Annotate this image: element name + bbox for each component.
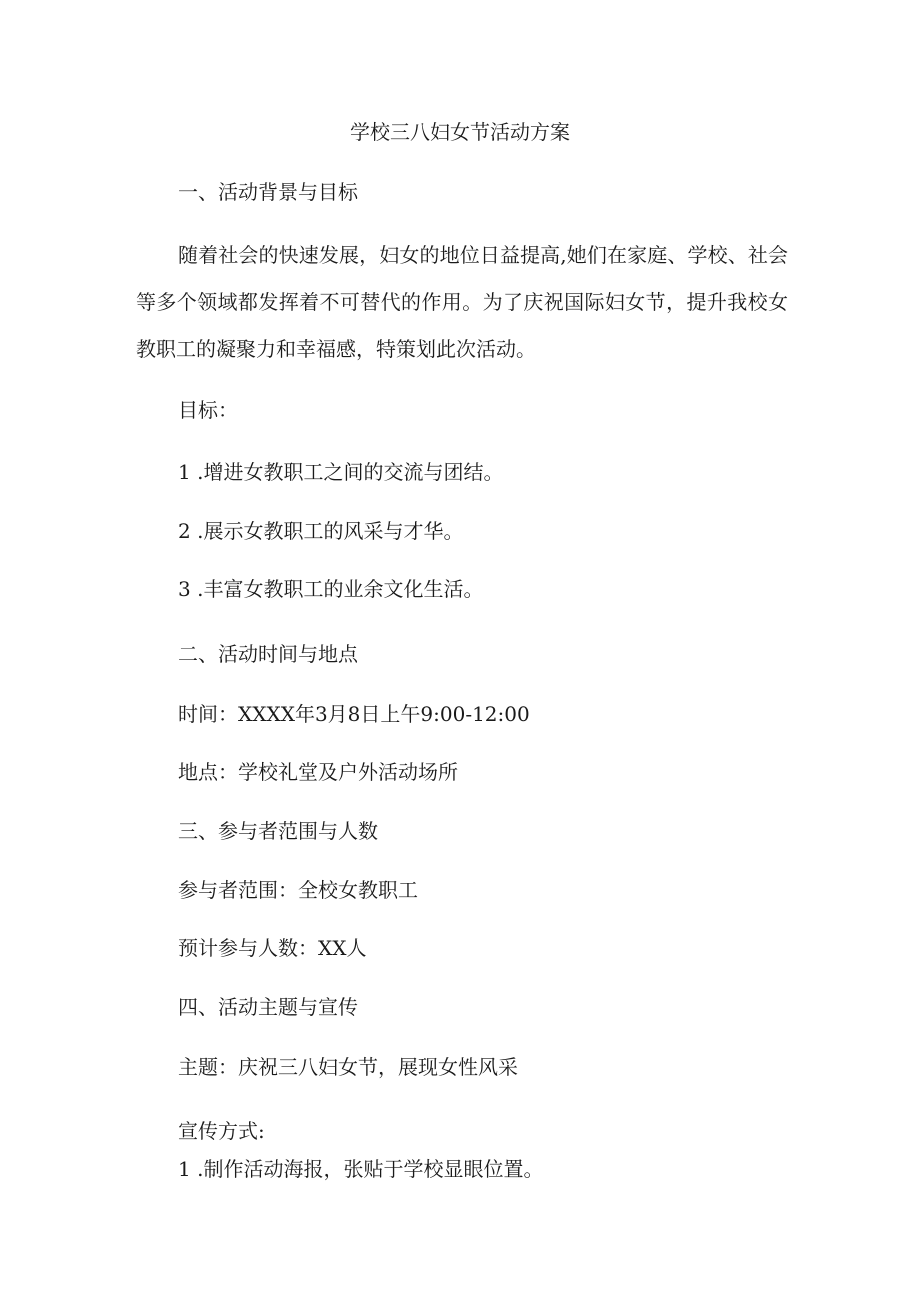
goal-item-1: 1 .增进女教职工之间的交流与团结。 [178, 460, 504, 484]
time-line: 时间：XXXX年3月8日上午9:00-12:00 [178, 702, 530, 726]
theme-line: 主题：庆祝三八妇女节，展现女性风采 [178, 1055, 518, 1079]
background-paragraph: 随着社会的快速发展，妇女的地位日益提高,她们在家庭、学校、社会等多个领域都发挥着不可替代的作用。为了庆祝国际妇女节，提升我校女教职工的凝聚力和幸福感，特策划此次活动。 [136, 243, 788, 361]
participants-scope: 参与者范围：全校女教职工 [178, 878, 418, 902]
section-heading-background: 一、活动背景与目标 [178, 180, 358, 204]
goal-item-3: 3 .丰富女教职工的业余文化生活。 [178, 577, 484, 601]
goals-label: 目标： [178, 398, 238, 422]
document-title: 学校三八妇女节活动方案 [350, 120, 570, 144]
section-heading-time-place: 二、活动时间与地点 [178, 642, 358, 666]
goal-item-2: 2 .展示女教职工的风采与才华。 [178, 519, 464, 543]
section-heading-theme-publicity: 四、活动主题与宣传 [178, 995, 358, 1019]
place-line: 地点：学校礼堂及户外活动场所 [178, 760, 458, 784]
publicity-item-1: 1 .制作活动海报，张贴于学校显眼位置。 [178, 1157, 544, 1181]
publicity-label: 宣传方式: [178, 1119, 265, 1143]
participants-count: 预计参与人数：XX人 [178, 936, 367, 960]
section-heading-participants: 三、参与者范围与人数 [178, 819, 378, 843]
